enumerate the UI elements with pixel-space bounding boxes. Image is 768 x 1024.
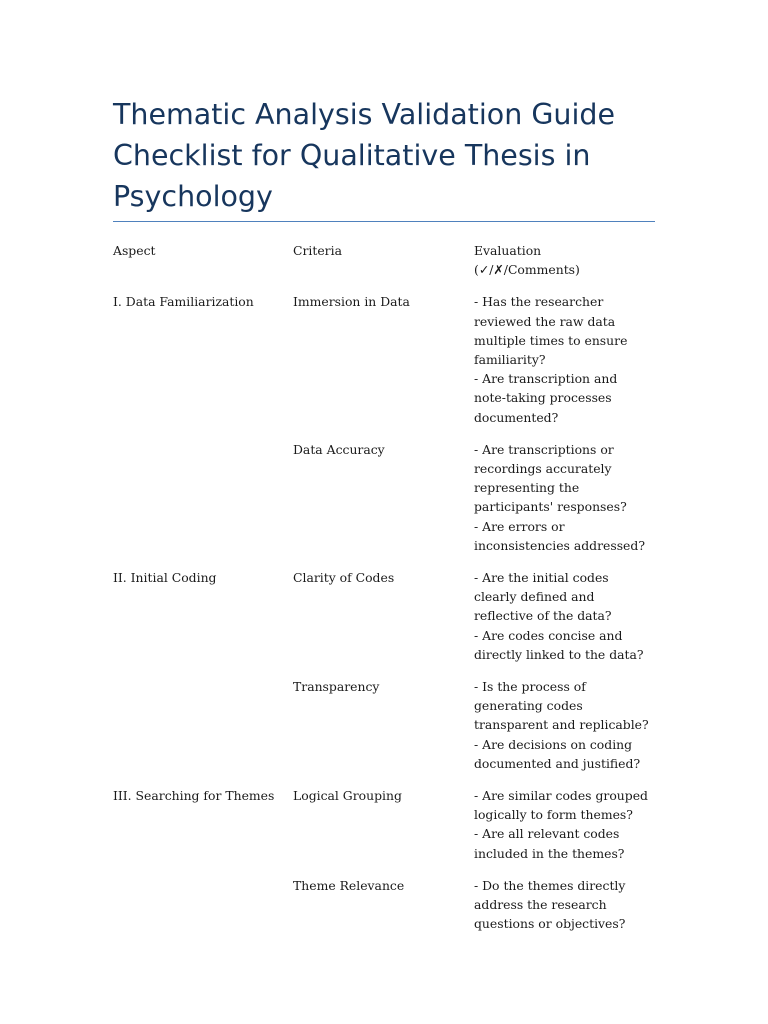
evaluation-line: clearly defined and <box>474 589 595 605</box>
evaluation-line: multiple times to ensure <box>474 332 628 348</box>
evaluation-line: - Are the initial codes <box>474 570 609 586</box>
evaluation-line: documented? <box>474 409 559 425</box>
evaluation-line: - Are transcriptions or <box>474 441 614 457</box>
title-line: Psychology <box>113 180 273 213</box>
evaluation-cell <box>474 292 658 426</box>
evaluation-line: reflective of the data? <box>474 608 612 624</box>
evaluation-line: questions or objectives? <box>474 916 626 932</box>
criteria-cell: Logical Grouping <box>293 788 402 804</box>
aspect-cell: I. Data Familiarization <box>113 294 254 310</box>
table-row <box>113 292 658 426</box>
evaluation-line: - Are codes concise and <box>474 627 623 643</box>
page-title <box>113 94 673 217</box>
criteria-cell: Clarity of Codes <box>293 570 395 586</box>
evaluation-line: generating codes <box>474 698 583 714</box>
evaluation-line: participants' responses? <box>474 499 627 515</box>
evaluation-line: representing the <box>474 480 580 496</box>
evaluation-line: - Are all relevant codes <box>474 826 620 842</box>
evaluation-cell <box>474 440 658 555</box>
evaluation-cell <box>474 677 658 773</box>
checklist-table <box>113 241 658 934</box>
criteria-cell: Immersion in Data <box>293 294 410 310</box>
header-criteria: Criteria <box>293 243 342 258</box>
evaluation-line: - Do the themes directly <box>474 877 626 893</box>
evaluation-line: note-taking processes <box>474 390 612 406</box>
evaluation-cell <box>474 568 658 664</box>
evaluation-line: - Are similar codes grouped <box>474 788 648 804</box>
evaluation-line: documented and justified? <box>474 755 641 771</box>
evaluation-cell <box>474 876 658 934</box>
evaluation-line: recordings accurately <box>474 461 612 477</box>
header-aspect: Aspect <box>113 243 156 258</box>
evaluation-line: - Are transcription and <box>474 371 618 387</box>
header-evaluation-line: (✓/✗/Comments) <box>474 262 580 278</box>
evaluation-line: - Are decisions on coding <box>474 736 633 752</box>
header-evaluation <box>474 241 658 279</box>
table-header-row <box>113 241 658 279</box>
table-row <box>113 786 658 863</box>
evaluation-line: - Has the researcher <box>474 294 604 310</box>
title-divider <box>113 221 655 222</box>
evaluation-line: inconsistencies addressed? <box>474 537 645 553</box>
criteria-cell: Transparency <box>293 679 380 695</box>
table-row <box>113 677 658 773</box>
table-row <box>113 568 658 664</box>
evaluation-line: included in the themes? <box>474 845 625 861</box>
aspect-cell: III. Searching for Themes <box>113 788 275 804</box>
evaluation-line: transparent and replicable? <box>474 717 649 733</box>
header-evaluation-line: Evaluation <box>474 243 542 258</box>
title-line: Thematic Analysis Validation Guide <box>113 98 616 131</box>
evaluation-cell <box>474 786 658 863</box>
table-row <box>113 876 658 934</box>
evaluation-line: address the research <box>474 897 607 913</box>
title-line: Checklist for Qualitative Thesis in <box>113 139 591 172</box>
criteria-cell: Theme Relevance <box>293 877 405 893</box>
table-row <box>113 440 658 555</box>
evaluation-line: - Are errors or <box>474 518 565 534</box>
evaluation-line: directly linked to the data? <box>474 646 644 662</box>
evaluation-line: - Is the process of <box>474 679 586 695</box>
evaluation-line: reviewed the raw data <box>474 313 616 329</box>
evaluation-line: logically to form themes? <box>474 807 633 823</box>
aspect-cell: II. Initial Coding <box>113 570 217 586</box>
criteria-cell: Data Accuracy <box>293 441 385 457</box>
evaluation-line: familiarity? <box>474 352 546 368</box>
